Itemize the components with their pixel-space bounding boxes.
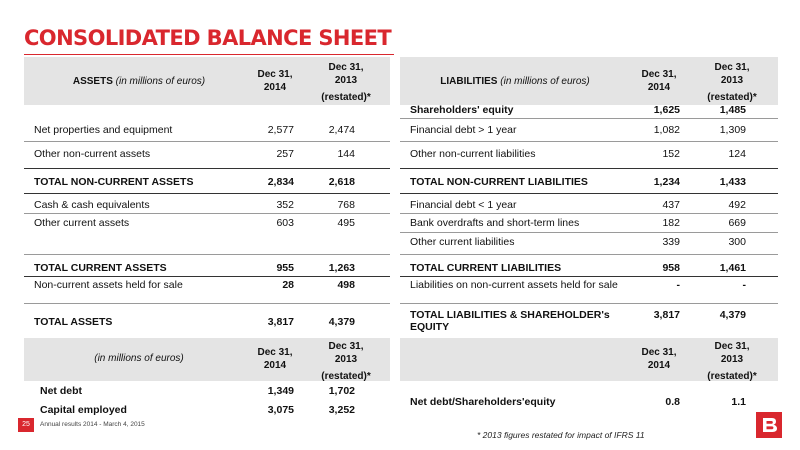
liabilities-row-label: TOTAL LIABILITIES & SHAREHOLDER's EQUITY <box>410 309 610 333</box>
assets-header-2014: Dec 31, 2014 <box>257 69 293 93</box>
assets-row-v2013: 498 <box>337 279 355 291</box>
liabilities-row-v2013: 1,309 <box>719 124 746 136</box>
liabilities-row-label: Liabilities on non-current assets held for sale <box>410 279 618 291</box>
row-divider <box>400 213 778 214</box>
debt-header-2014: Dec 31, 2014 <box>257 347 293 371</box>
assets-row-v2013: 4,379 <box>328 316 355 328</box>
assets-row-v2013: 2,474 <box>328 124 355 136</box>
liabilities-header-2014: Dec 31, 2014 <box>641 69 677 93</box>
assets-row-v2013: 1,263 <box>328 262 355 274</box>
assets-row-v2014: 3,817 <box>267 316 294 328</box>
liabilities-row-v2013: 1,461 <box>719 262 746 274</box>
debt-row-label: Capital employed <box>40 404 127 416</box>
assets-row-v2014: 603 <box>276 217 294 229</box>
assets-row-label: Other current assets <box>34 217 130 229</box>
liabilities-row-v2013: 669 <box>728 217 746 229</box>
liabilities-row-v2014: 339 <box>662 236 680 248</box>
liabilities-row-label: TOTAL CURRENT LIABILITIES <box>410 262 562 274</box>
liabilities-row-v2014: 958 <box>662 262 680 274</box>
liabilities-row-v2014: 1,625 <box>653 104 680 116</box>
liabilities-row-label: Shareholders' equity <box>410 104 514 116</box>
liabilities-row-v2013: 300 <box>728 236 746 248</box>
liabilities-row-v2014: 1,234 <box>653 176 680 188</box>
assets-row-label: Net properties and equipment <box>34 124 173 136</box>
assets-row-label: Other non-current assets <box>34 148 151 160</box>
ratio-header-2013: Dec 31, 2013 (restated)* <box>707 341 757 382</box>
liabilities-row-label: Financial debt > 1 year <box>410 124 517 136</box>
liabilities-row-v2014: 182 <box>662 217 680 229</box>
liabilities-header-label: LIABILITIES (in millions of euros) <box>440 76 590 87</box>
row-divider <box>24 193 390 194</box>
liabilities-row-v2013: - <box>742 279 746 291</box>
assets-row-v2013: 768 <box>337 199 355 211</box>
debt-row-v2014: 3,075 <box>267 404 294 416</box>
assets-row-v2014: 2,577 <box>267 124 294 136</box>
footnote: * 2013 figures restated for impact of IFRS 11 <box>477 430 645 440</box>
row-divider <box>400 168 778 169</box>
liabilities-row-v2014: 1,082 <box>653 124 680 136</box>
row-divider <box>24 276 390 277</box>
liabilities-row-v2014: 3,817 <box>653 309 680 321</box>
title-underline <box>24 54 394 55</box>
page-title: CONSOLIDATED BALANCE SHEET <box>24 26 392 50</box>
ratio-row-v2013: 1.1 <box>731 396 746 408</box>
row-divider <box>400 141 778 142</box>
debt-row-v2014: 1,349 <box>267 385 294 397</box>
assets-row-v2014: 28 <box>282 279 294 291</box>
assets-row-label: Cash & cash equivalents <box>34 199 150 211</box>
liabilities-row-label: Financial debt < 1 year <box>410 199 517 211</box>
assets-row-label: TOTAL ASSETS <box>34 316 113 328</box>
debt-header-label: (in millions of euros) <box>94 353 184 364</box>
assets-row-v2013: 495 <box>337 217 355 229</box>
liabilities-row-v2013: 124 <box>728 148 746 160</box>
row-divider <box>400 254 778 255</box>
liabilities-row-label: Other current liabilities <box>410 236 515 248</box>
assets-row-v2014: 257 <box>276 148 294 160</box>
assets-header-label: ASSETS (in millions of euros) <box>72 76 206 87</box>
assets-row-v2014: 352 <box>276 199 294 211</box>
debt-row-label: Net debt <box>40 385 82 397</box>
footer-text: Annual results 2014 - March 4, 2015 <box>40 421 145 428</box>
row-divider <box>24 303 390 304</box>
assets-row-v2013: 2,618 <box>328 176 355 188</box>
row-divider <box>400 193 778 194</box>
assets-row-label: TOTAL NON-CURRENT ASSETS <box>34 176 194 188</box>
debt-header-2013: Dec 31, 2013 (restated)* <box>321 341 371 382</box>
assets-row-label: Non-current assets held for sale <box>34 279 183 291</box>
liabilities-row-v2013: 4,379 <box>719 309 746 321</box>
liabilities-row-v2014: - <box>676 279 680 291</box>
row-divider <box>400 303 778 304</box>
row-divider <box>400 232 778 233</box>
assets-header-2013: Dec 31, 2013 (restated)* <box>321 62 371 103</box>
row-divider <box>24 168 390 169</box>
ratio-header-2014: Dec 31, 2014 <box>641 347 677 371</box>
debt-row-v2013: 3,252 <box>328 404 355 416</box>
liabilities-row-v2014: 152 <box>662 148 680 160</box>
ratio-row-v2014: 0.8 <box>665 396 680 408</box>
row-divider <box>24 213 390 214</box>
assets-row-v2014: 955 <box>276 262 294 274</box>
debt-row-v2013: 1,702 <box>328 385 355 397</box>
brand-logo-icon <box>756 412 782 438</box>
liabilities-row-label: Other non-current liabilities <box>410 148 536 160</box>
row-divider <box>24 254 390 255</box>
liabilities-row-v2013: 1,485 <box>719 104 746 116</box>
liabilities-row-v2013: 1,433 <box>719 176 746 188</box>
assets-row-label: TOTAL CURRENT ASSETS <box>34 262 167 274</box>
liabilities-row-v2013: 492 <box>728 199 746 211</box>
liabilities-row-label: TOTAL NON-CURRENT LIABILITIES <box>410 176 588 188</box>
page-number: 25 <box>18 418 34 432</box>
assets-row-v2013: 144 <box>337 148 355 160</box>
row-divider <box>400 276 778 277</box>
assets-row-v2014: 2,834 <box>267 176 294 188</box>
row-divider <box>400 118 778 119</box>
liabilities-row-label: Bank overdrafts and short-term lines <box>410 217 580 229</box>
ratio-row-label: Net debt/Shareholders'equity <box>410 396 556 408</box>
row-divider <box>24 141 390 142</box>
liabilities-header-2013: Dec 31, 2013 (restated)* <box>707 62 757 103</box>
liabilities-row-v2014: 437 <box>662 199 680 211</box>
